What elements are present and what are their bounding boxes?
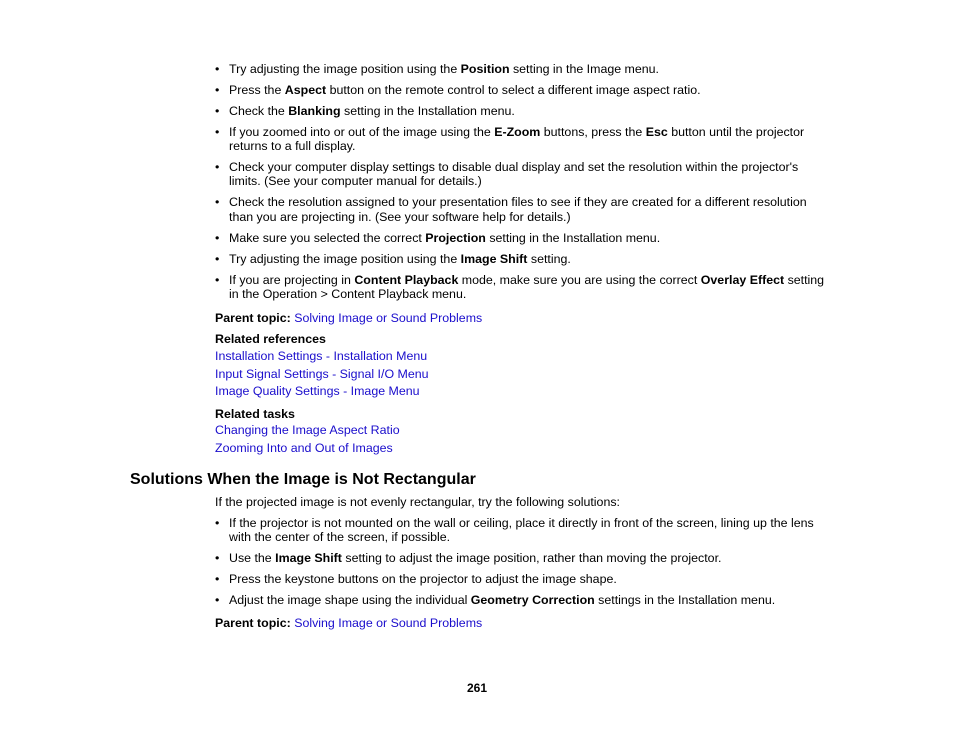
bullet-icon: • (215, 516, 220, 530)
list-item-text: button until the projector returns to a full display. (229, 125, 805, 154)
list-item-text: Make sure you selected the correct (229, 230, 426, 245)
list-item-text: Check your computer display settings to disable dual display and set the resolution within the projector's limits. (See your computer manual for details.) (229, 160, 799, 189)
parent-topic-label: Parent topic: (215, 311, 291, 325)
bold-term: Projection (425, 230, 486, 245)
bullet-icon: • (215, 195, 220, 210)
bold-term: Aspect (284, 83, 327, 97)
solutions-bullet-list (215, 516, 825, 614)
bold-term: Position (460, 62, 510, 76)
section-intro: If the projected image is not evenly rectangular, try the following solutions: (215, 495, 620, 509)
related-references-heading-text: Related references (215, 332, 326, 346)
list-item (215, 572, 825, 586)
bold-term: Content Playback (354, 272, 459, 287)
related-reference-link[interactable]: Image Quality Settings - Image Menu (215, 384, 420, 399)
bullet-icon: • (215, 230, 220, 245)
bold-term: E-Zoom (494, 125, 541, 139)
list-item-text: settings in the Installation menu. (594, 593, 776, 608)
bullet-icon: • (215, 62, 220, 76)
bold-term: Image Shift (275, 551, 342, 566)
list-item (215, 231, 825, 245)
page-number: 261 (466, 681, 488, 695)
list-item-text: buttons, press the (540, 125, 646, 139)
parent-topic-label: Parent topic: (215, 616, 291, 630)
related-references-list (215, 348, 429, 401)
troubleshooting-bullet-list (215, 62, 825, 308)
list-item (215, 83, 825, 97)
list-item-text: setting in the Operation > Content Playback menu. (229, 272, 825, 301)
related-tasks-heading-text: Related tasks (215, 407, 295, 421)
list-item (215, 551, 825, 565)
bold-term: Image Shift (460, 251, 528, 266)
bold-term: Esc (645, 125, 668, 139)
bullet-icon: • (215, 572, 220, 587)
bullet-icon: • (215, 593, 220, 608)
parent-topic-2 (215, 616, 482, 630)
list-item (215, 62, 825, 76)
list-item-text: Press the (229, 83, 285, 97)
bullet-icon: • (215, 251, 220, 266)
bullet-icon: • (215, 551, 220, 566)
bold-term: Overlay Effect (700, 272, 785, 287)
list-item-text: Try adjusting the image position using the (229, 251, 461, 266)
list-item (215, 252, 825, 266)
list-item (215, 273, 825, 301)
list-item-text: setting. (527, 251, 571, 266)
related-tasks-heading (215, 407, 295, 421)
related-references-heading (215, 332, 326, 346)
list-item-text: Adjust the image shape using the individual (229, 593, 471, 608)
list-item-text: setting in the Installation menu. (485, 230, 661, 245)
section-heading: Solutions When the Image is Not Rectangular (130, 471, 476, 488)
list-item-text: mode, make sure you are using the correct (458, 272, 701, 287)
list-item-text: setting to adjust the image position, rather than moving the projector. (341, 551, 722, 566)
list-item-text: Press the keystone buttons on the projector to adjust the image shape. (229, 572, 617, 587)
related-task-link[interactable]: Zooming Into and Out of Images (215, 440, 393, 455)
list-item-text: If you zoomed into or out of the image using the (229, 125, 495, 139)
bullet-icon: • (215, 104, 220, 118)
bold-term: Blanking (288, 104, 341, 118)
list-item (215, 516, 825, 544)
list-item-text: setting in the Installation menu. (340, 104, 515, 118)
list-item (215, 160, 825, 188)
bullet-icon: • (215, 272, 220, 287)
list-item (215, 104, 825, 118)
list-item (215, 125, 825, 153)
bullet-icon: • (215, 125, 220, 139)
list-item-text: If you are projecting in (229, 272, 355, 287)
related-reference-link[interactable]: Installation Settings - Installation Menu (215, 349, 428, 363)
bullet-icon: • (215, 83, 220, 97)
bullet-icon: • (215, 160, 220, 175)
list-item-text: button on the remote control to select a different image aspect ratio. (326, 83, 701, 97)
related-task-link[interactable]: Changing the Image Aspect Ratio (215, 423, 400, 437)
list-item-text: Use the (229, 551, 276, 566)
list-item (215, 195, 825, 223)
list-item (215, 593, 825, 607)
related-tasks-list (215, 422, 400, 457)
list-item-text: Try adjusting the image position using the (229, 62, 461, 76)
list-item-text: If the projector is not mounted on the wall or ceiling, place it directly in front of the screen, lining up the lens with the center of the screen, if possible. (229, 516, 814, 545)
parent-topic (215, 311, 482, 325)
list-item-text: Check the resolution assigned to your presentation files to see if they are created for a different resolution than you are projecting in. (See your software help for details.) (229, 195, 807, 224)
list-item-text: setting in the Image menu. (509, 62, 659, 76)
related-reference-link[interactable]: Input Signal Settings - Signal I/O Menu (215, 366, 429, 381)
parent-topic-link[interactable]: Solving Image or Sound Problems (294, 616, 483, 630)
list-item-text: Check the (229, 104, 289, 118)
bold-term: Geometry Correction (470, 593, 595, 608)
parent-topic-link[interactable]: Solving Image or Sound Problems (294, 311, 483, 325)
